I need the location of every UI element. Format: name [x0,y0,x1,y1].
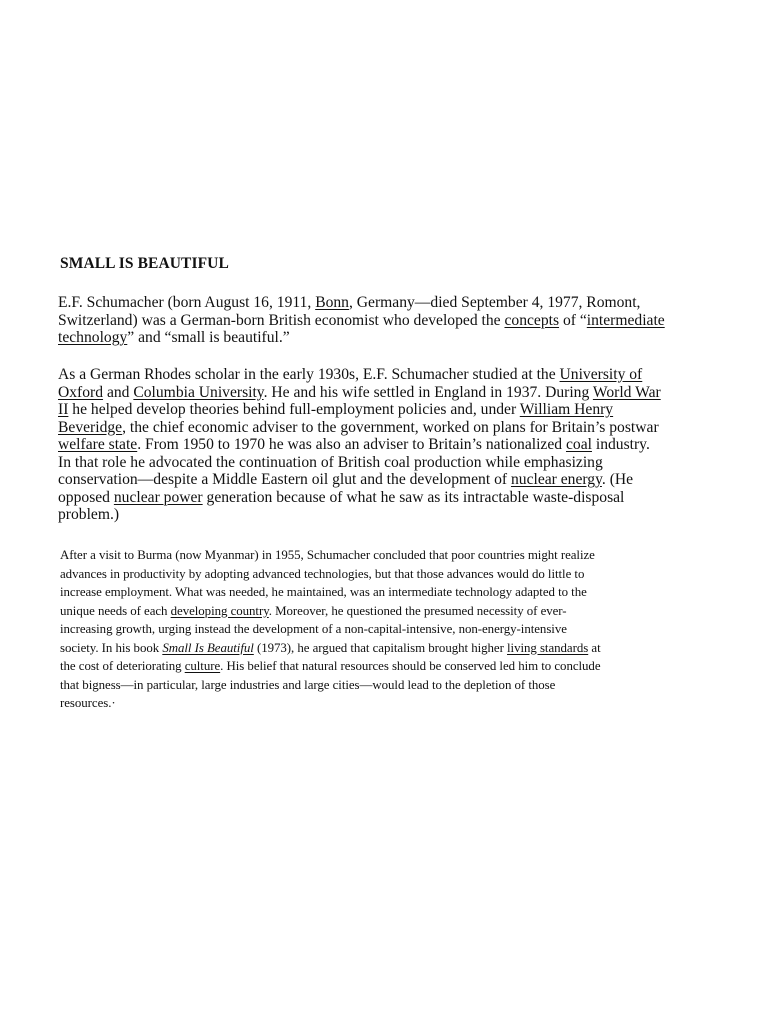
document-title: SMALL IS BEAUTIFUL [60,255,229,272]
link-nuclear-power[interactable]: nuclear power [113,488,203,506]
text-line [58,312,726,330]
text-line [58,419,726,437]
text-line [58,384,726,402]
text-line [58,294,726,312]
text-span: at [588,640,601,655]
text-span: ” and “small is beautiful.” [127,329,290,346]
book-title: Small Is Beautiful [162,640,254,655]
link-columbia-university[interactable]: Columbia University [133,383,264,401]
text-line [60,602,732,621]
link-world-war-ii-cont[interactable]: II [58,401,69,418]
text-span: . His belief that natural resources should be conserved led him to conclude [220,659,601,673]
text-line [58,329,726,347]
link-small-is-beautiful-book[interactable] [162,641,253,655]
text-span: Switzerland) was a German-born British economist who developed the [58,311,505,329]
text-span: E.F. Schumacher (born August 16, 1911, [58,294,316,311]
text-span: , Germany—died September 4, 1977, Romont, [348,294,641,311]
text-line [58,436,726,454]
paragraph-burma [60,546,732,713]
text-span: . (He [601,471,634,488]
text-line: increasing growth, urging instead the development of a non-capital-intensive, non-energy-intensive [60,622,567,636]
link-welfare-state[interactable]: welfare state [58,436,138,453]
text-span: and [103,383,134,401]
paragraph-intro [58,294,726,347]
text-span: , the chief economic adviser to the government, worked on plans for Britain’s postwar [122,418,659,436]
text-line [58,489,726,507]
link-william-henry-beveridge-cont[interactable]: Beveridge [58,418,123,436]
link-william-henry-beveridge[interactable]: William Henry [519,401,614,418]
text-line [60,639,732,658]
text-line [58,366,726,384]
text-span: . From 1950 to 1970 he was also an adviser to Britain’s nationalized [137,436,566,453]
text-line: advances in productivity by adopting advanced technologies, but that those advances would do little to [60,566,585,581]
text-line: that bigness—in particular, large industries and large cities—would lead to the depletion of those [60,677,556,692]
text-span: unique needs of each [60,603,171,618]
text-line: After a visit to Burma (now Myanmar) in 1955, Schumacher concluded that poor countries might realize [60,548,595,562]
link-living-standards[interactable]: living standards [507,640,589,655]
text-span: . He and his wife settled in England in 1937. During [263,383,593,401]
link-nuclear-energy[interactable]: nuclear energy [510,471,602,488]
text-line [60,657,732,676]
text-span: the cost of deteriorating [60,659,185,673]
text-span: of “ [559,311,587,329]
text-span: . Moreover, he questioned the presumed necessity of ever- [268,603,567,618]
text-span: generation because of what he saw as its intractable waste-disposal [202,488,625,506]
link-concepts[interactable]: concepts [504,311,560,329]
link-university-of-oxford-cont[interactable]: Oxford [58,383,104,401]
text-span: As a German Rhodes scholar in the early 1930s, E.F. Schumacher studied at the [58,366,560,383]
link-intermediate-technology-cont[interactable]: technology [58,329,128,346]
link-bonn[interactable]: Bonn [315,294,349,311]
text-span: society. In his book [60,640,163,655]
text-line [58,471,726,489]
paragraph-biography [58,366,726,524]
link-intermediate-technology[interactable]: intermediate [586,311,665,329]
text-span: opposed [58,488,114,506]
text-span: conservation—despite a Middle Eastern oil glut and the development of [58,471,511,488]
link-culture[interactable]: culture [184,659,221,673]
text-span: industry. [591,436,650,453]
text-line: increase employment. What was needed, he maintained, was an intermediate technology adapted to the [60,585,587,599]
text-span: (1973), he argued that capitalism brought higher [253,640,508,655]
text-line: resources.· [60,696,116,710]
text-span: he helped develop theories behind full-employment policies and, under [68,401,520,418]
text-line: problem.) [58,506,120,523]
link-developing-country[interactable]: developing country [170,603,269,618]
link-world-war-ii[interactable]: World War [592,383,661,401]
link-coal[interactable]: coal [565,436,592,453]
link-university-of-oxford[interactable]: University of [559,366,643,383]
text-line [58,401,726,419]
text-line: In that role he advocated the continuation of British coal production while emphasizing [58,453,603,471]
